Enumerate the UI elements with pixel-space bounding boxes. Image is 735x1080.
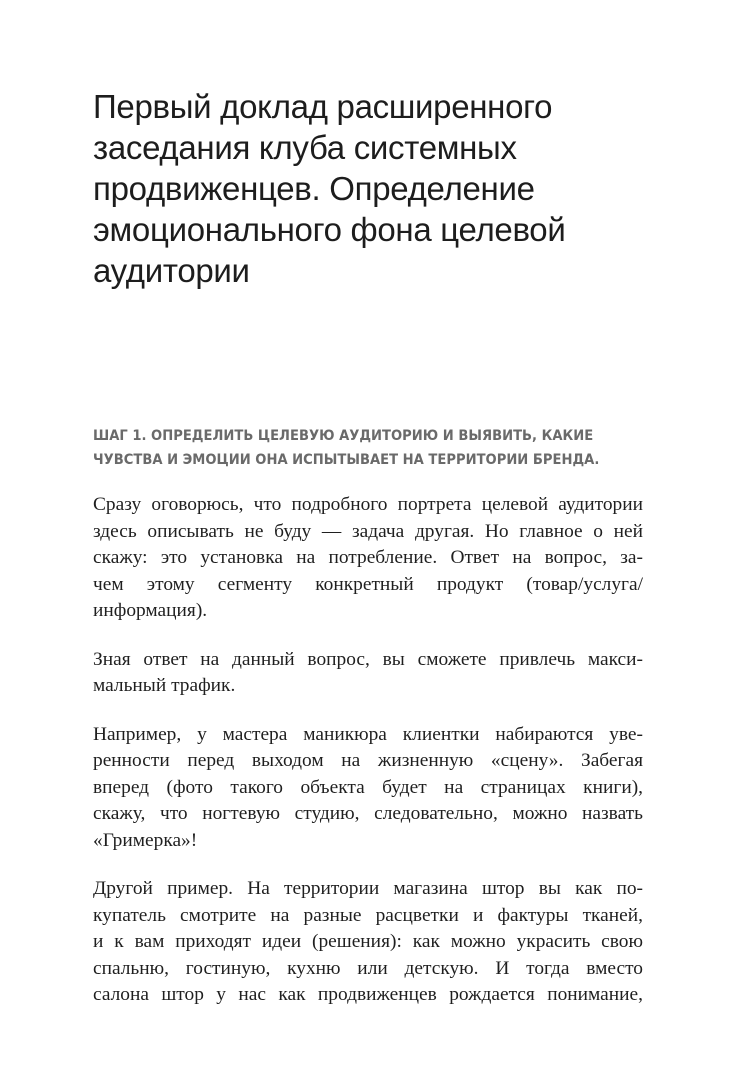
text-line: салона штор у нас как продвиженцев рождается понимание, <box>93 984 643 1005</box>
text-line: ренности перед выходом на жизненную «сцену». Забегая <box>93 750 643 771</box>
text-line: чем этому сегменту конкретный продукт (товар/услуга/ <box>93 573 643 595</box>
chapter-title-line: аудитории <box>93 252 250 289</box>
text-line: мальный трафик. <box>93 675 236 696</box>
chapter-title-line: Первый доклад расширенного <box>93 88 553 125</box>
step-heading <box>93 424 600 472</box>
step-heading-line: ШАГ 1. ОПРЕДЕЛИТЬ ЦЕЛЕВУЮ АУДИТОРИЮ И ВЫЯВИТЬ, КАКИЕ <box>93 427 594 444</box>
step-heading-line: ЧУВСТВА И ЭМОЦИИ ОНА ИСПЫТЫВАЕТ НА ТЕРРИТОРИИ БРЕНДА. <box>93 451 600 468</box>
body-text <box>93 492 643 1031</box>
paragraph <box>93 722 643 855</box>
chapter-title-line: продвиженцев. Определение <box>93 170 535 207</box>
chapter-title-line: эмоционального фона целевой <box>93 211 566 248</box>
chapter-title <box>93 86 653 291</box>
paragraph <box>93 876 643 1009</box>
text-line: «Гримерка»! <box>93 829 198 851</box>
paragraph <box>93 647 643 700</box>
text-line: Сразу оговорюсь, что подробного портрета целевой аудитории <box>93 494 643 515</box>
text-line: информация). <box>93 600 208 621</box>
text-line: вперед (фото такого объекта будет на страницах книги), <box>93 776 643 798</box>
text-line: скажу, что ногтевую студию, следовательно, можно назвать <box>93 803 643 824</box>
text-line: скажу: это установка на потребление. Ответ на вопрос, за- <box>93 547 643 568</box>
text-line: здесь описывать не буду — задача другая. Но главное о ней <box>93 520 643 542</box>
text-line: Другой пример. На территории магазина штор вы как по- <box>93 878 643 899</box>
text-line: Зная ответ на данный вопрос, вы сможете привлечь макси- <box>93 648 643 670</box>
chapter-title-line: заседания клуба системных <box>93 129 517 166</box>
text-line: Например, у мастера маникюра клиентки набираются уве- <box>93 723 643 745</box>
text-line: купатель смотрите на разные расцветки и фактуры тканей, <box>93 904 643 926</box>
text-line: спальню, гостиную, кухню или детскую. И тогда вместо <box>93 957 643 979</box>
text-line: и к вам приходят идеи (решения): как можно украсить свою <box>93 931 643 952</box>
paragraph <box>93 492 643 625</box>
